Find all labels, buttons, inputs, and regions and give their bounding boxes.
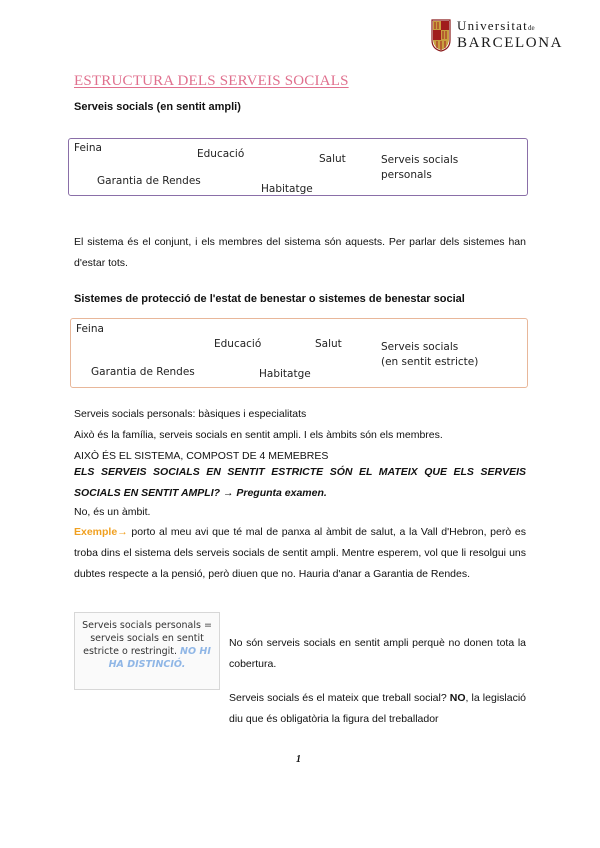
logo-line-2: BARCELONA [457,35,564,51]
note-text-main: Serveis socials personals = serveis socials en sentit estricte o restringit. [82,620,212,657]
diagram2-educacio: Educació [214,338,262,350]
diagram-broad [68,138,528,196]
note-text [79,619,215,671]
diagram-serveis-2: personals [381,169,432,181]
text-line-3: AIXÒ ÉS EL SISTEMA, COMPOST DE 4 MEMEBRES [74,450,329,462]
diagram-garantia: Garantia de Rendes [97,175,201,187]
logo-line-1: Universitat [457,18,528,33]
right-paragraph-1: No són serveis socials en sentit ampli perquè no donen tota la cobertura. [229,637,526,670]
text-line-4: No, és un àmbit. [74,506,151,518]
section1-heading: Serveis socials (en sentit ampli) [74,101,241,113]
crest-icon [431,18,451,52]
text-line-2: Això és la família, serveis socials en sentit ampli. I els àmbits són els membres. [74,429,443,441]
diagram2-salut: Salut [315,338,342,350]
example-label: Exemple→ [74,526,128,538]
diagram-serveis-1: Serveis socials [381,154,459,166]
diagram-salut: Salut [319,153,346,165]
diagram2-habitatge: Habitatge [259,368,311,380]
exam-question-line-1: ELS SERVEIS SOCIALS EN SENTIT ESTRICTE SÓN EL MATEIX QUE ELS SERVEIS [74,466,526,478]
note-text-highlight: NO HI HA DISTINCIÓ. [108,646,211,670]
diagram-habitatge: Habitatge [261,183,313,195]
text-line-1: Serveis socials personals: bàsiques i especialitats [74,408,307,420]
section2-heading: Sistemes de protecció de l'estat de benestar o sistemes de benestar social [74,293,465,305]
exam-question-line-2: SOCIALS EN SENTIT AMPLI? → Pregunta examen. [74,487,327,499]
diagram-educacio: Educació [197,148,245,160]
right-p2-c: , la legislació diu que és obligatòria la figura del treballador [229,692,526,725]
example-text: porto al meu avi que té mal de panxa al àmbit de salut, a la Vall d'Hebron, però es troba dins el sistema dels serveis socials de sentit ampli. Mentre esperem, vol que li resolgui uns dubtes respecte a la pensió, però diuen que no. Hauria d'anar a Garantia de Rendes. [74,526,526,580]
diagram2-garantia: Garantia de Rendes [91,366,195,378]
right-paragraph-2 [229,688,526,730]
paragraph-sistema: El sistema és el conjunt, i els membres del sistema són aquests. Per parlar dels sistemes han d'estar tots. [74,236,526,269]
logo-text [457,18,563,51]
note-box [74,612,220,690]
diagram2-feina: Feina [76,323,104,335]
logo-line-1-small: de [527,24,535,32]
example-paragraph [74,522,526,585]
diagram2-serveis-1: Serveis socials [381,341,459,353]
right-p2-b: NO [449,692,466,704]
diagram2-serveis-2: (en sentit estricte) [381,356,479,368]
page-number: 1 [296,754,301,765]
diagram-strict [70,318,528,388]
diagram-feina: Feina [74,142,102,154]
page-title: ESTRUCTURA DELS SERVEIS SOCIALS [74,73,349,89]
university-logo [431,18,591,54]
right-p2-a: Serveis socials és el mateix que treball social? [229,692,450,704]
